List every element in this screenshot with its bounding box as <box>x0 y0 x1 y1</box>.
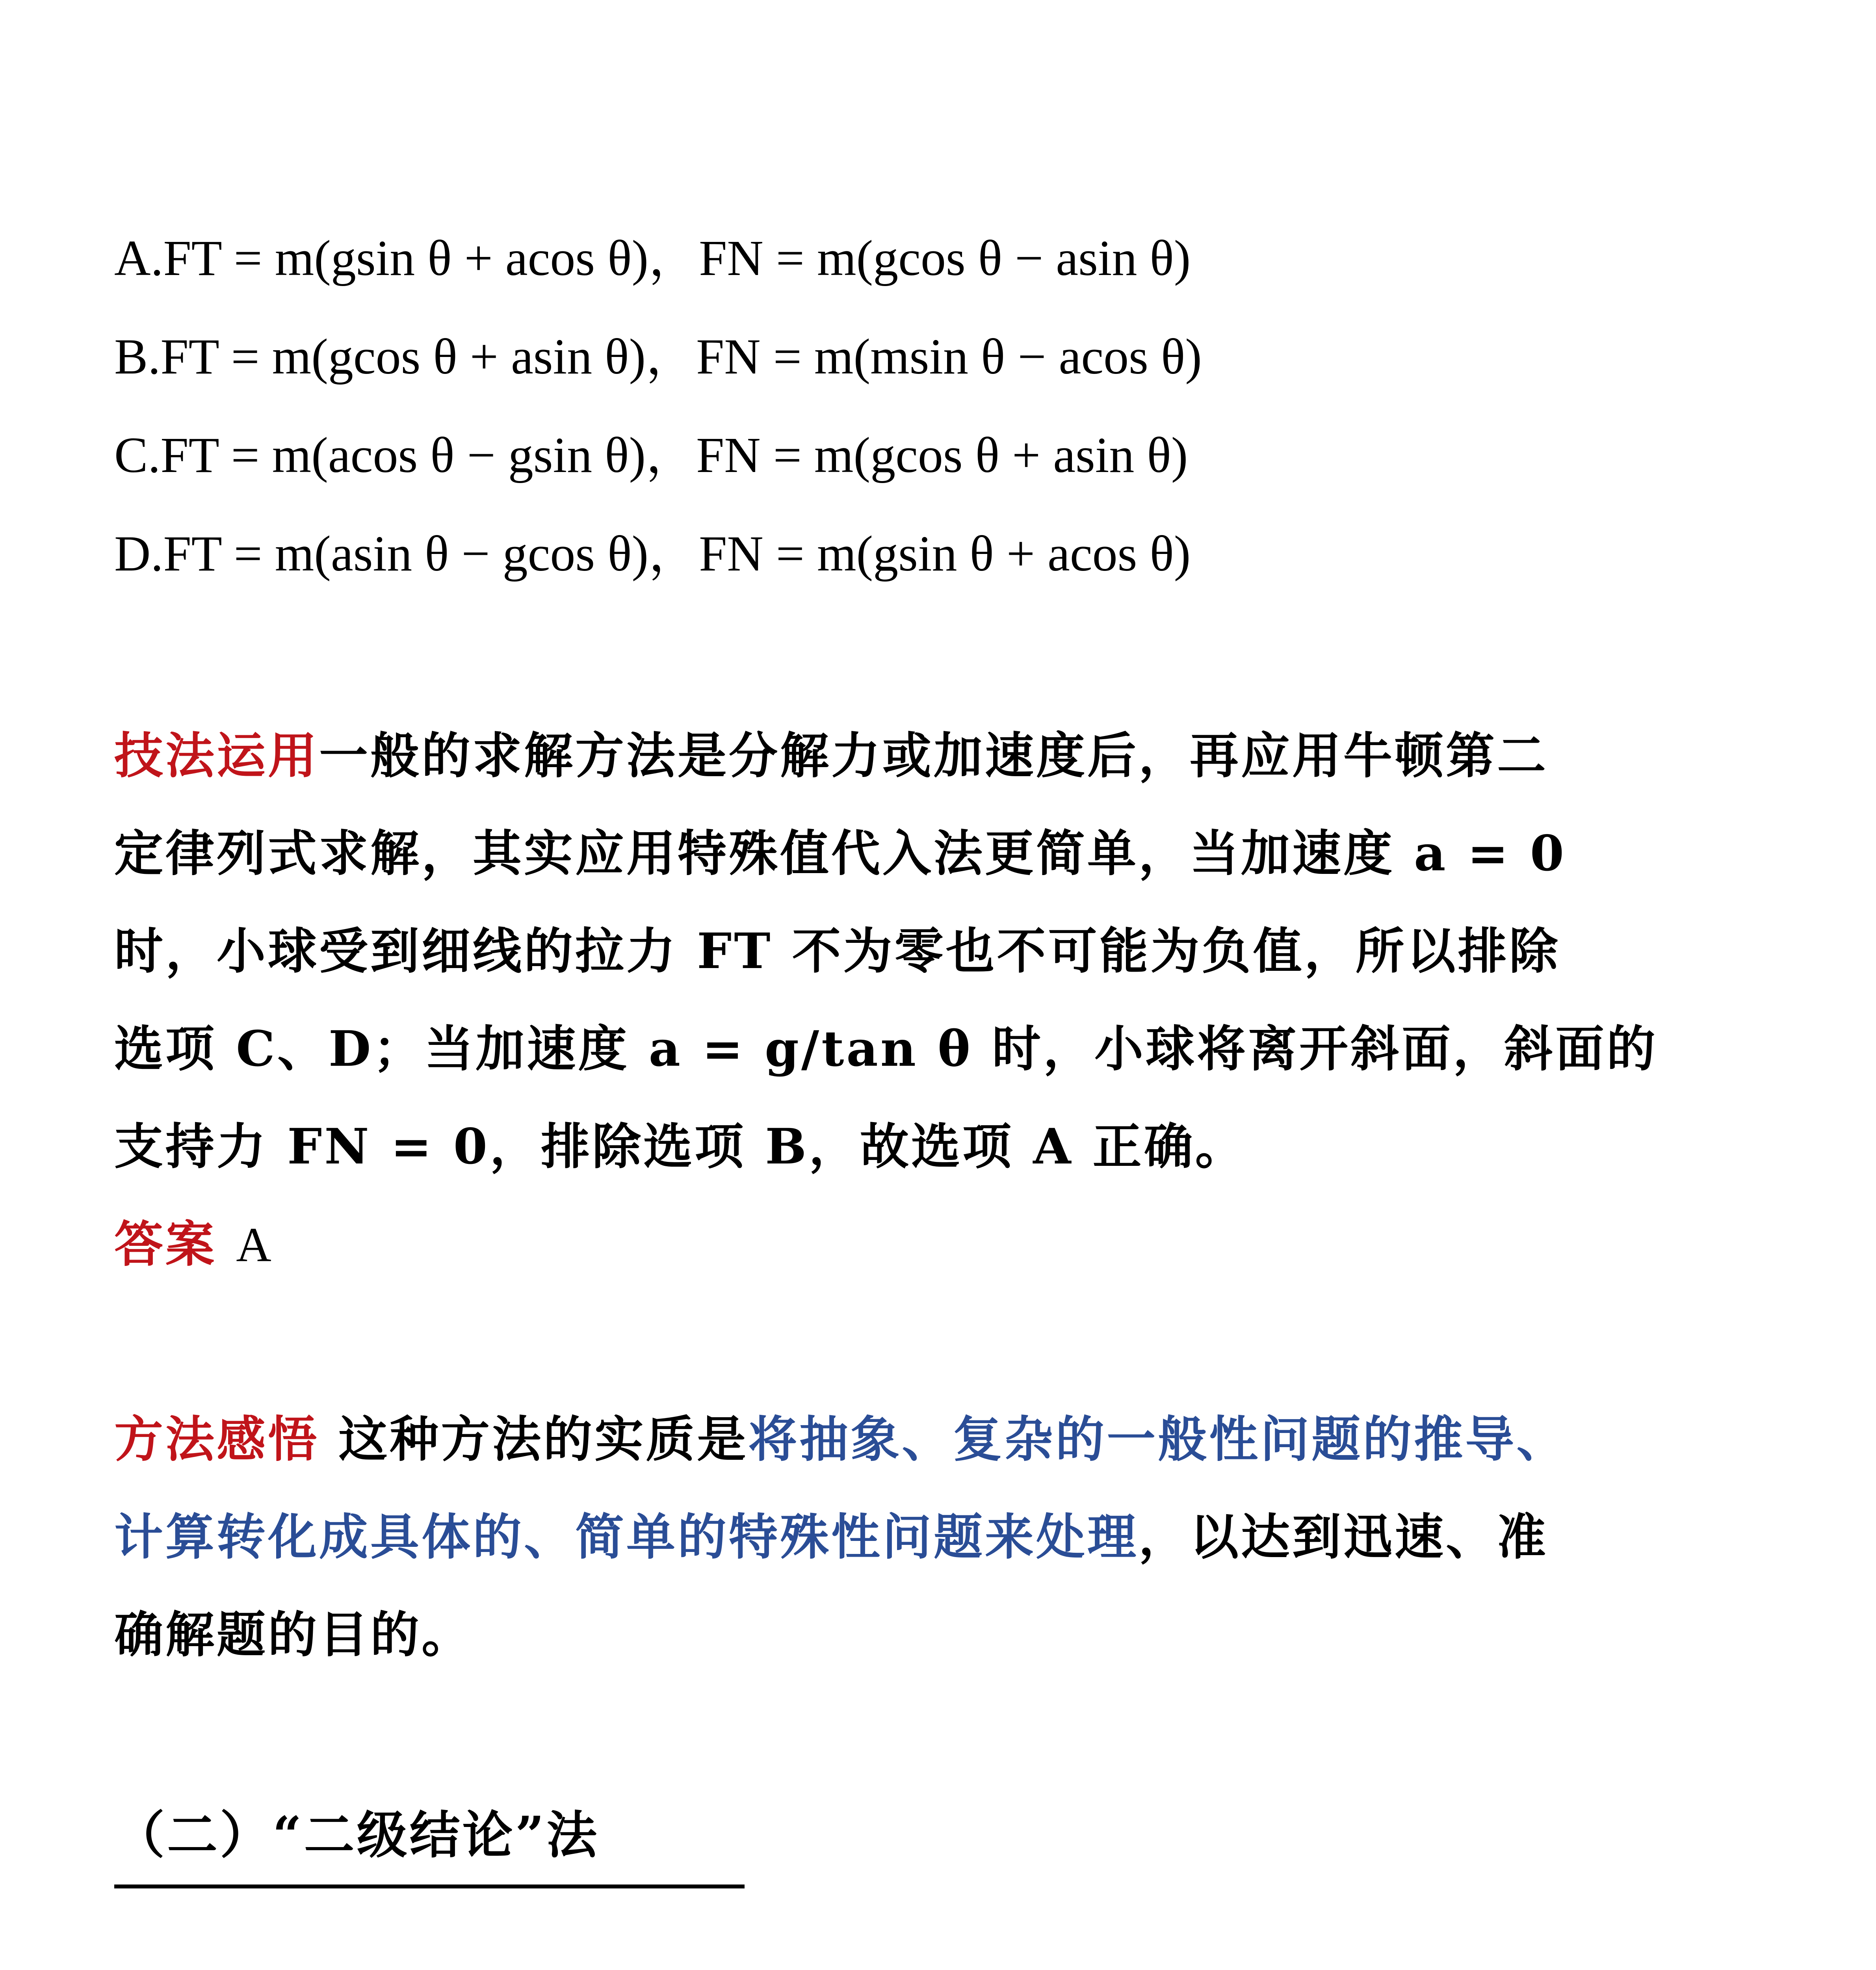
option-c: C.FT = m(acos θ − gsin θ)，FN = m(gcos θ + asin θ) <box>114 427 1188 483</box>
technique-line-1: 技法运用一般的求解方法是分解力或加速度后，再应用牛顿第二 <box>114 727 1549 784</box>
insight-line-3: 确解题的目的。 <box>114 1606 473 1663</box>
answer-value: A <box>236 1218 274 1272</box>
option-b: B.FT = m(gcos θ + asin θ)，FN = m(msin θ − acos θ) <box>114 329 1202 385</box>
technique-line-2: 定律列式求解，其实应用特殊值代入法更简单，当加速度 a = 0 <box>114 825 1567 882</box>
technique-line-5: 支持力 FN = 0，排除选项 B，故选项 A 正确。 <box>114 1118 1246 1175</box>
answer-label: 答案 <box>114 1216 217 1273</box>
technique-line-4: 选项 C、D；当加速度 a = g/tan θ 时，小球将离开斜面，斜面的 <box>114 1020 1658 1078</box>
option-a: A.FT = m(gsin θ + acos θ)，FN = m(gcos θ − asin θ) <box>114 230 1191 286</box>
insight-paragraph <box>114 1391 1769 1684</box>
technique-line-3: 时，小球受到细线的拉力 FT 不为零也不可能为负值，所以排除 <box>114 923 1560 980</box>
technique-label: 技法运用 <box>114 727 319 784</box>
answer-line <box>114 1196 1769 1294</box>
technique-paragraph <box>114 707 1769 1294</box>
insight-line-2: 计算转化成具体的、简单的特殊性问题来处理，以达到迅速、准 <box>114 1509 1549 1566</box>
section-heading: （二）“二级结论”法 <box>114 1795 745 1888</box>
option-d: D.FT = m(asin θ − gcos θ)，FN = m(gsin θ + acos θ) <box>114 526 1191 582</box>
insight-line-1: 方法感悟 这种方法的实质是将抽象、复杂的一般性问题的推导、 <box>114 1411 1568 1468</box>
insight-label: 方法感悟 <box>114 1411 319 1468</box>
